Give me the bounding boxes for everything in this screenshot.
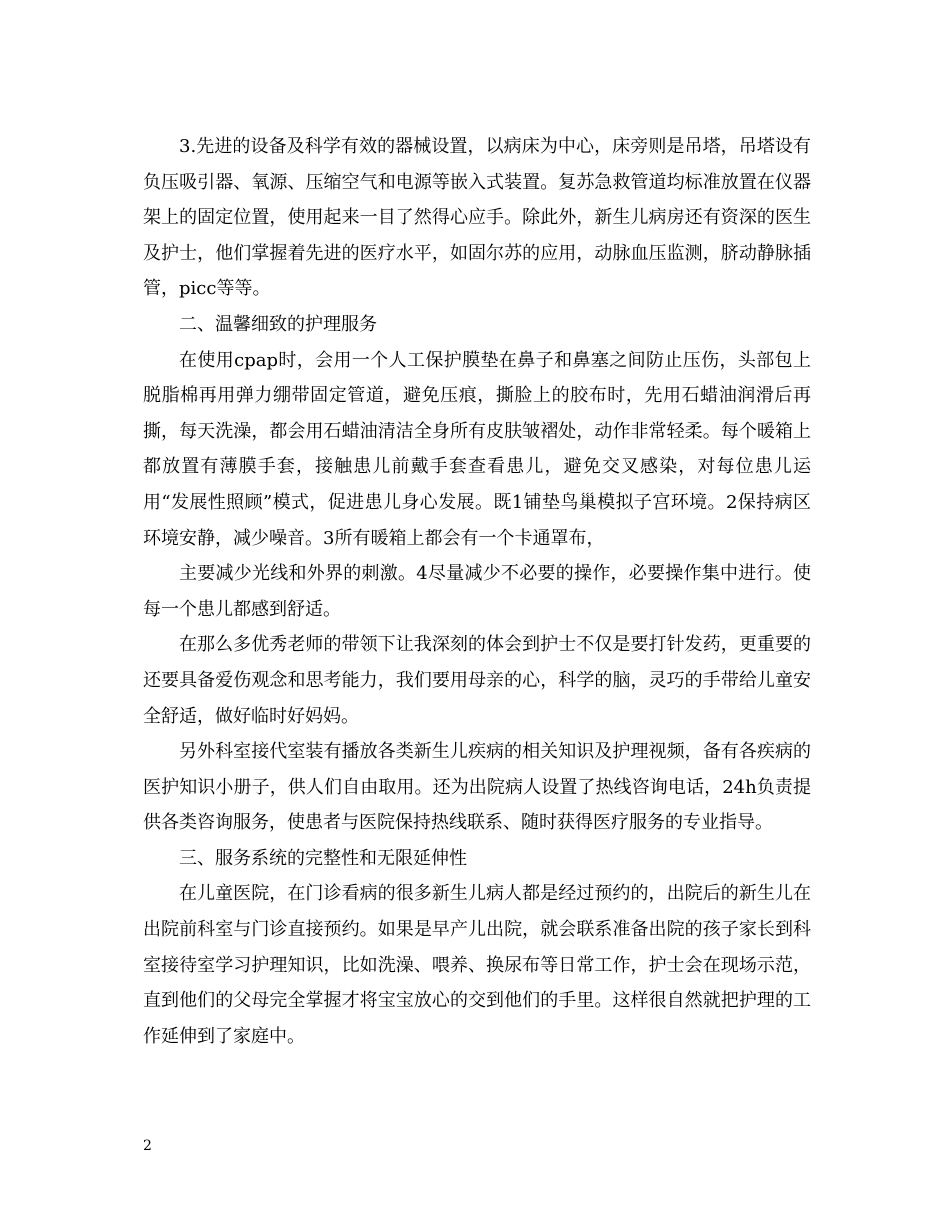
paragraph-cpap-care: 在使用cpap时，会用一个人工保护膜垫在鼻子和鼻塞之间防止压伤，头部包上脱脂棉再用弹力绷带固定管道，避免压痕，撕脸上的胶布时，先用石蜡油润滑后再撕，每天洗澡，都会用石蜡油清洁全身所有皮肤皱褶处，动作非常轻柔。每个暖箱上都放置有薄膜手套，接触患儿前戴手套查看患儿，避免交叉感染，对每位患儿运用“发展性照顾”模式，促进患儿身心发展。既1铺垫鸟巢模拟子宫环境。2保持病区环境安静，减少噪音。3所有暖箱上都会有一个卡通罩布， xyxy=(143,349,811,549)
paragraph-teachers: 在那么多优秀老师的带领下让我深刻的体会到护士不仅是要打针发药，更重要的还要具备爱伤观念和思考能力，我们要用母亲的心，科学的脑，灵巧的手带给儿童安全舒适，做好临时好妈妈。 xyxy=(143,634,811,727)
page-number: 2 xyxy=(143,1138,152,1154)
paragraph-appointments: 在儿童医院，在门诊看病的很多新生儿病人都是经过预约的，出院后的新生儿在出院前科室与门诊直接预约。如果是早产儿出院，就会联系准备出院的孩子家长到科室接待室学习护理知识，比如洗澡、喂养、换尿布等日常工作，护士会在现场示范，直到他们的父母完全掌握才将宝宝放心的交到他们的手里。这样很自然就把护理的工作延伸到了家庭中。 xyxy=(143,883,811,1047)
paragraph-equipment: 3.先进的设备及科学有效的器械设置，以病床为中心，床旁则是吊塔，吊塔设有负压吸引器、氧源、压缩空气和电源等嵌入式装置。复苏急救管道均标准放置在仪器架上的固定位置，使用起来一目了然得心应手。除此外，新生儿病房还有资深的医生及护士，他们掌握着先进的医疗水平，如固尔苏的应用，动脉血压监测，脐动静脉插管，picc等等。 xyxy=(143,136,811,300)
document-body xyxy=(143,129,811,1054)
section-heading-nursing-service: 二、温馨细致的护理服务 xyxy=(179,313,377,335)
paragraph-reception-room: 另外科室接代室装有播放各类新生儿疾病的相关知识及护理视频，备有各疾病的医护知识小册子，供人们自由取用。还为出院病人设置了热线咨询电话，24h负责提供各类咨询服务，使患者与医院保持热线联系、随时获得医疗服务的专业指导。 xyxy=(143,741,811,834)
section-heading-service-system: 三、服务系统的完整性和无限延伸性 xyxy=(179,847,467,869)
paragraph-reduce-stimulation: 主要减少光线和外界的刺激。4尽量减少不必要的操作，必要操作集中进行。使每一个患儿都感到舒适。 xyxy=(143,563,811,620)
